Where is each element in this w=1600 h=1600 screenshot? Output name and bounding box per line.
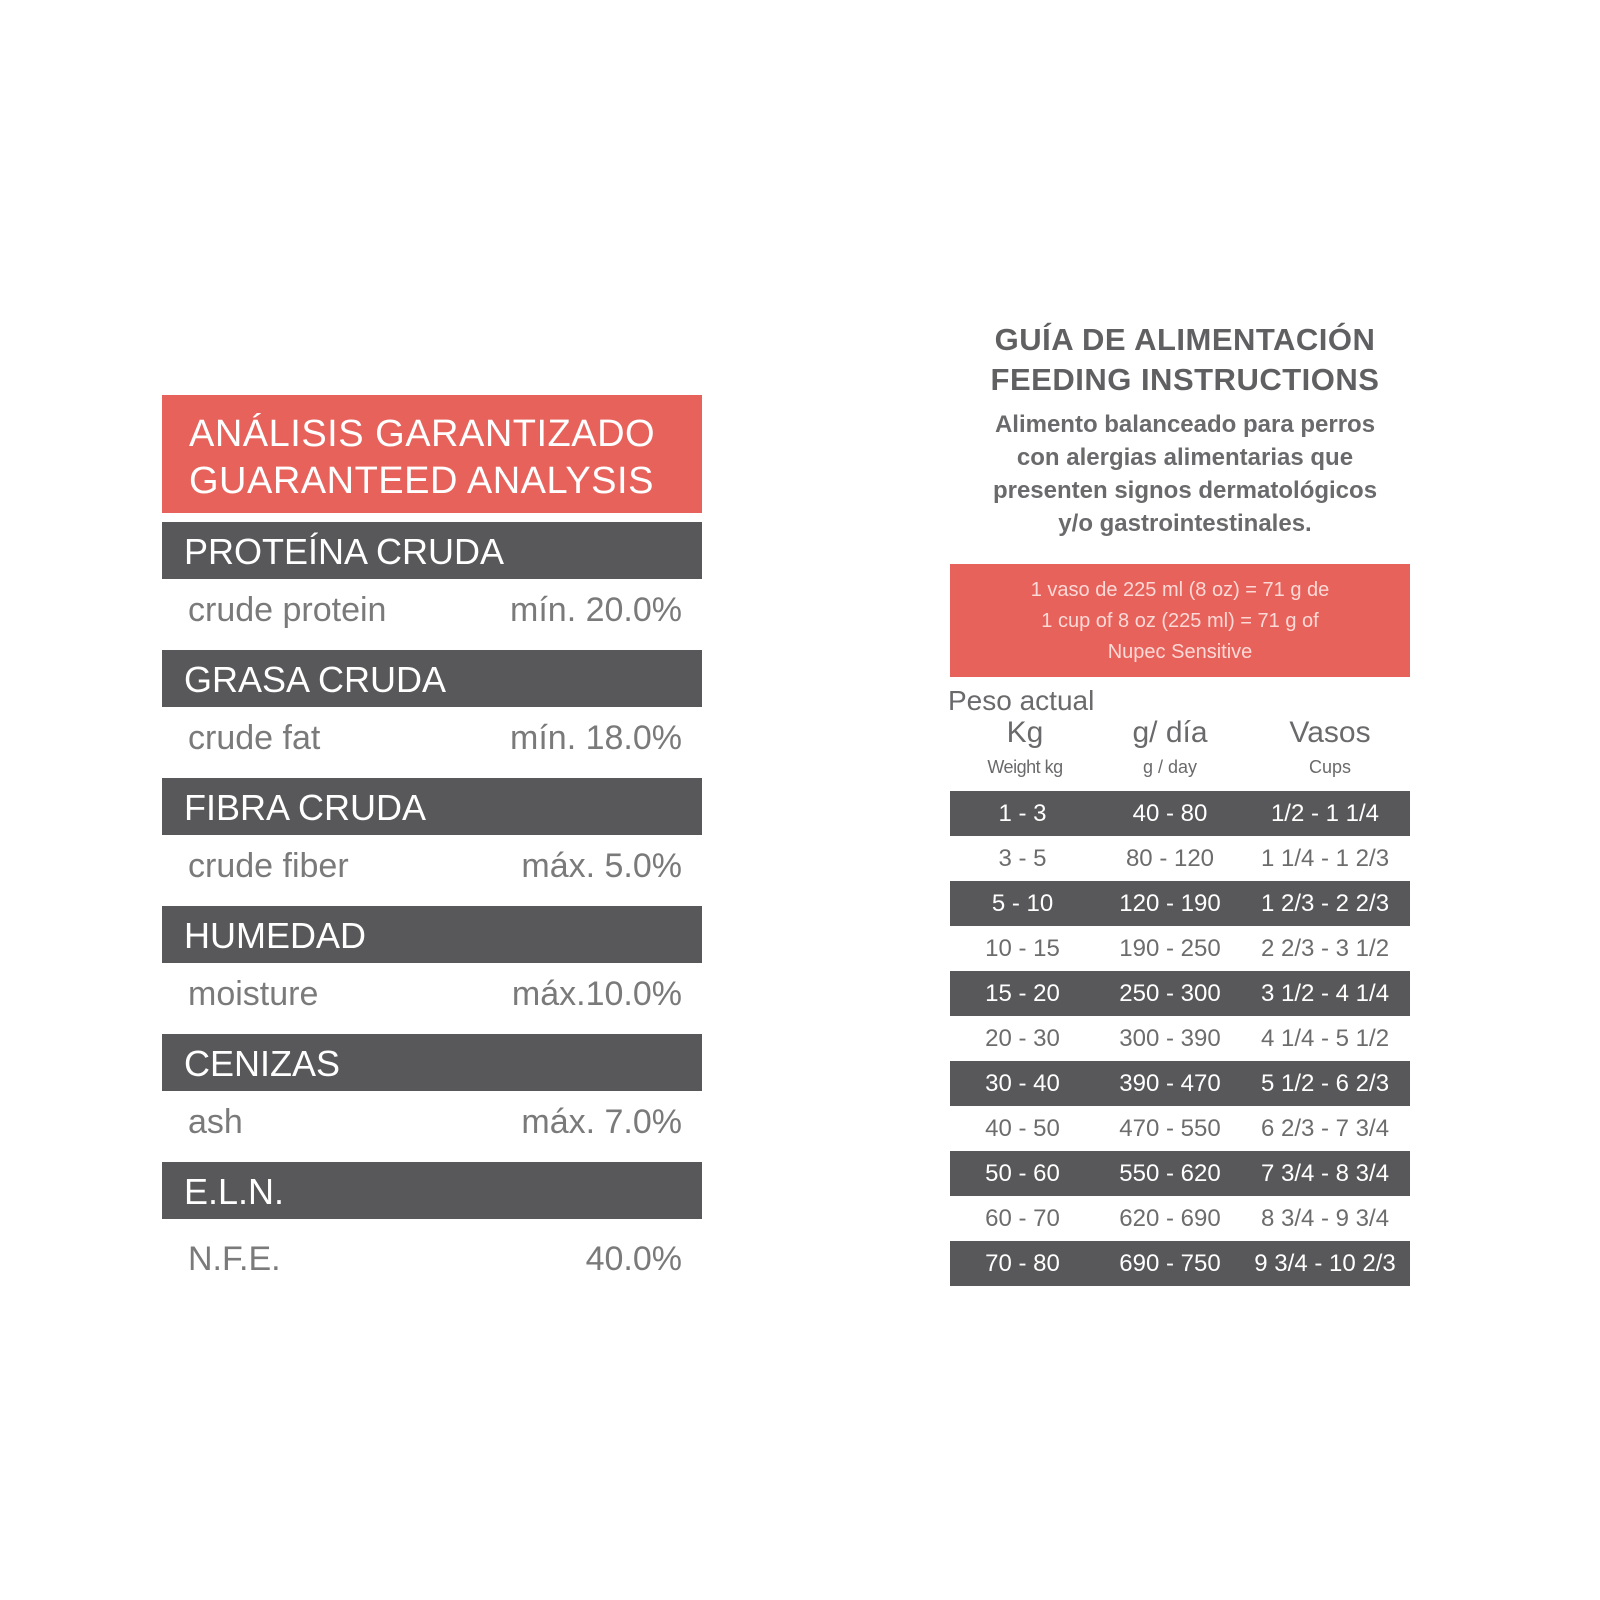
nutrient-title: HUMEDAD xyxy=(162,906,702,963)
table-row xyxy=(950,1106,1410,1151)
nutrient-value: máx.10.0% xyxy=(511,974,682,1013)
cell-g: 250 - 300 xyxy=(1119,979,1221,1007)
nutrient-row xyxy=(162,579,702,641)
cell-kg: 20 - 30 xyxy=(985,1024,1060,1052)
cup-note-line: Nupec Sensitive xyxy=(1107,641,1253,663)
cell-g: 390 - 470 xyxy=(1119,1069,1221,1097)
cell-cups: 1/2 - 1 1/4 xyxy=(1270,799,1380,827)
cell-kg: 70 - 80 xyxy=(985,1249,1060,1277)
table-row xyxy=(950,881,1410,926)
nutrient-label: moisture xyxy=(188,974,319,1013)
table-row xyxy=(950,1196,1410,1241)
description-line: presenten signos dermatológicos xyxy=(992,477,1378,504)
cell-kg: 1 - 3 xyxy=(998,799,1047,827)
nutrient-value: mín. 20.0% xyxy=(510,590,682,629)
analysis-header-en: GUARANTEED ANALYSIS xyxy=(189,460,654,502)
cell-g: 80 - 120 xyxy=(1125,844,1215,872)
nutrient-title: FIBRA CRUDA xyxy=(162,778,702,835)
cell-cups: 8 3/4 - 9 3/4 xyxy=(1260,1204,1390,1232)
nutrient-title: GRASA CRUDA xyxy=(162,650,702,707)
nutrient-label: N.F.E. xyxy=(188,1239,281,1278)
description-line: Alimento balanceado para perros xyxy=(994,411,1376,438)
cell-cups: 7 3/4 - 8 3/4 xyxy=(1260,1159,1390,1187)
nutrient-title: CENIZAS xyxy=(162,1034,702,1091)
cell-g: 550 - 620 xyxy=(1119,1159,1221,1187)
cup-note-line: 1 cup of 8 oz (225 ml) = 71 g of xyxy=(1041,610,1319,632)
cell-g: 120 - 190 xyxy=(1119,889,1221,917)
table-row xyxy=(950,971,1410,1016)
table-row xyxy=(950,1016,1410,1061)
feeding-title-en: FEEDING INSTRUCTIONS xyxy=(990,362,1380,397)
column-cups-label: Vasos xyxy=(1289,716,1371,749)
guaranteed-analysis-panel xyxy=(162,395,702,1299)
nutrient-row xyxy=(162,963,702,1025)
analysis-header-es: ANÁLISIS GARANTIZADO xyxy=(189,413,656,455)
nutrient-row xyxy=(162,1091,702,1153)
column-kg-label: Kg xyxy=(1006,716,1044,749)
cell-kg: 40 - 50 xyxy=(985,1114,1060,1142)
cup-note-line: 1 vaso de 225 ml (8 oz) = 71 g de xyxy=(1030,579,1330,601)
nutrient-value: mín. 18.0% xyxy=(510,718,682,757)
nutrient-value: máx. 5.0% xyxy=(521,846,682,885)
analysis-header xyxy=(162,395,702,513)
feeding-table-header xyxy=(950,683,1410,793)
cell-cups: 2 2/3 - 3 1/2 xyxy=(1260,934,1390,962)
cell-cups: 9 3/4 - 10 2/3 xyxy=(1254,1249,1396,1277)
column-kg-sub: Weight kg xyxy=(987,757,1063,777)
table-row xyxy=(950,1061,1410,1106)
cell-cups: 4 1/4 - 5 1/2 xyxy=(1260,1024,1390,1052)
cell-cups: 6 2/3 - 7 3/4 xyxy=(1260,1114,1390,1142)
cell-kg: 60 - 70 xyxy=(985,1204,1060,1232)
column-g-label: g/ día xyxy=(1132,716,1208,749)
cell-g: 190 - 250 xyxy=(1119,934,1221,962)
nutrient-row xyxy=(162,707,702,769)
cell-g: 690 - 750 xyxy=(1119,1249,1221,1277)
feeding-table xyxy=(950,791,1410,1286)
table-row xyxy=(950,1151,1410,1196)
description-line: y/o gastrointestinales. xyxy=(1058,510,1312,537)
column-cups-sub: Cups xyxy=(1308,757,1352,777)
cell-g: 300 - 390 xyxy=(1119,1024,1221,1052)
nutrient-value: 40.0% xyxy=(585,1239,682,1278)
cell-kg: 15 - 20 xyxy=(985,979,1060,1007)
nutrient-label: crude fat xyxy=(188,718,321,757)
nutrient-title: E.L.N. xyxy=(162,1162,702,1219)
feeding-description xyxy=(950,408,1420,540)
cell-cups: 3 1/2 - 4 1/4 xyxy=(1260,979,1390,1007)
cell-cups: 1 2/3 - 2 2/3 xyxy=(1260,889,1390,917)
feeding-title-es: GUÍA DE ALIMENTACIÓN xyxy=(994,322,1376,357)
feeding-guide-panel xyxy=(950,320,1420,1286)
nutrient-row xyxy=(162,835,702,897)
cup-equivalence-note xyxy=(950,564,1410,677)
cell-kg: 50 - 60 xyxy=(985,1159,1060,1187)
nutrient-label: crude protein xyxy=(188,590,387,629)
description-line: con alergias alimentarias que xyxy=(1016,444,1354,471)
table-row xyxy=(950,791,1410,836)
cell-g: 620 - 690 xyxy=(1119,1204,1221,1232)
cell-cups: 5 1/2 - 6 2/3 xyxy=(1260,1069,1390,1097)
nutrient-value: máx. 7.0% xyxy=(521,1102,682,1141)
nutrient-title: PROTEÍNA CRUDA xyxy=(162,522,702,579)
table-row xyxy=(950,926,1410,971)
table-row xyxy=(950,836,1410,881)
cell-kg: 10 - 15 xyxy=(985,934,1060,962)
cell-kg: 3 - 5 xyxy=(998,844,1047,872)
nutrient-label: crude fiber xyxy=(188,846,349,885)
cell-g: 40 - 80 xyxy=(1132,799,1208,827)
cell-g: 470 - 550 xyxy=(1119,1114,1221,1142)
nutrient-row xyxy=(162,1219,702,1299)
cell-cups: 1 1/4 - 1 2/3 xyxy=(1260,844,1390,872)
cell-kg: 5 - 10 xyxy=(991,889,1054,917)
column-g-sub: g / day xyxy=(1142,757,1198,777)
nutrient-label: ash xyxy=(188,1102,243,1141)
cell-kg: 30 - 40 xyxy=(985,1069,1060,1097)
column-peso-label: Peso actual xyxy=(948,685,1095,716)
table-row xyxy=(950,1241,1410,1286)
